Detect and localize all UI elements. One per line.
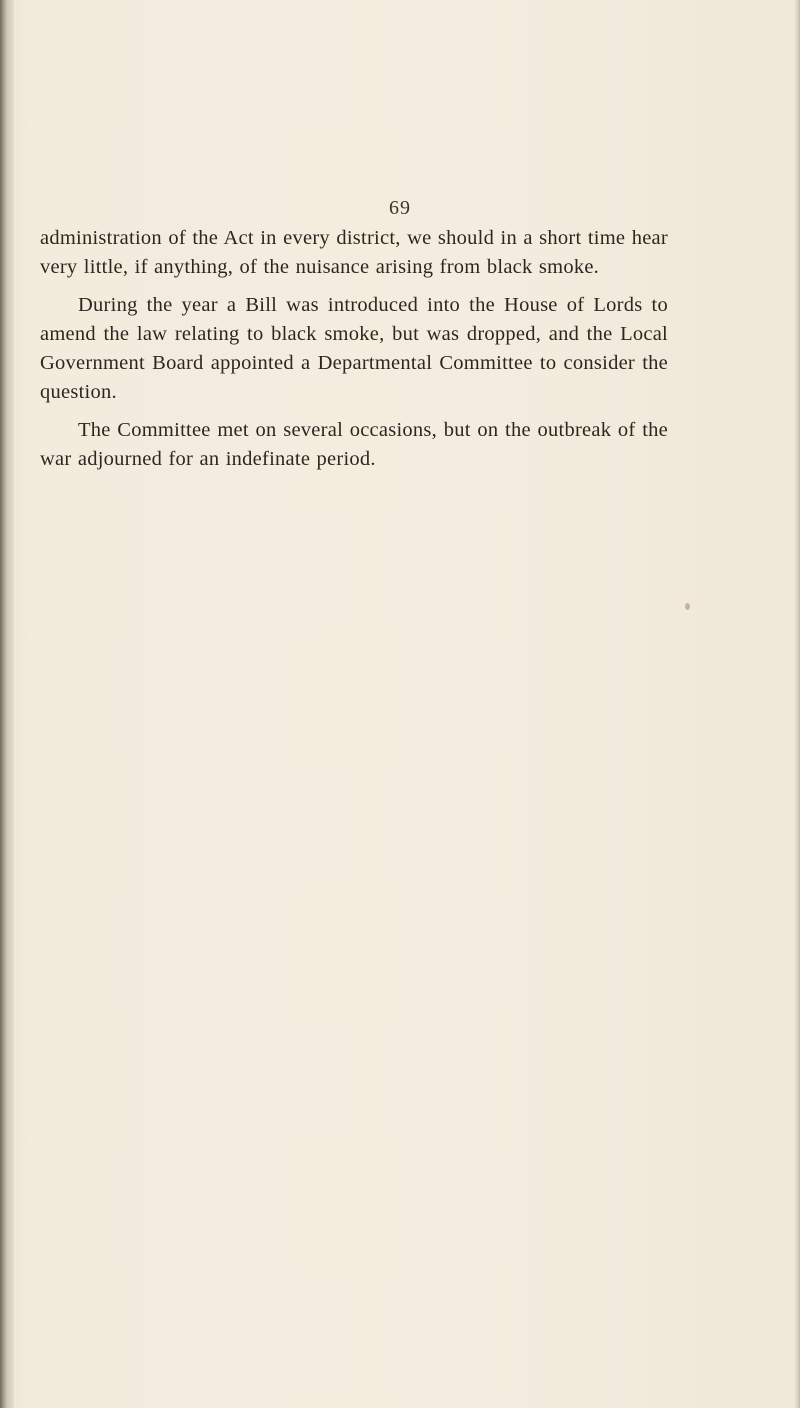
paragraph-continuation: administration of the Act in every district, we should in a short time hear very little, if anything, of the nuisance arising from black smoke.	[40, 227, 668, 278]
body-text	[40, 224, 668, 483]
page-number: 69	[389, 197, 411, 219]
paragraph-committee: The Committee met on several occasions, but on the outbreak of the war adjourned for an indefinate period.	[40, 419, 668, 470]
paragraph-bill: During the year a Bill was introduced into the House of Lords to amend the law relating to black smoke, but was dropped, and the Local Government Board appointed a Departmental Committee to consider the question.	[40, 294, 668, 403]
paper-speck	[685, 603, 690, 610]
